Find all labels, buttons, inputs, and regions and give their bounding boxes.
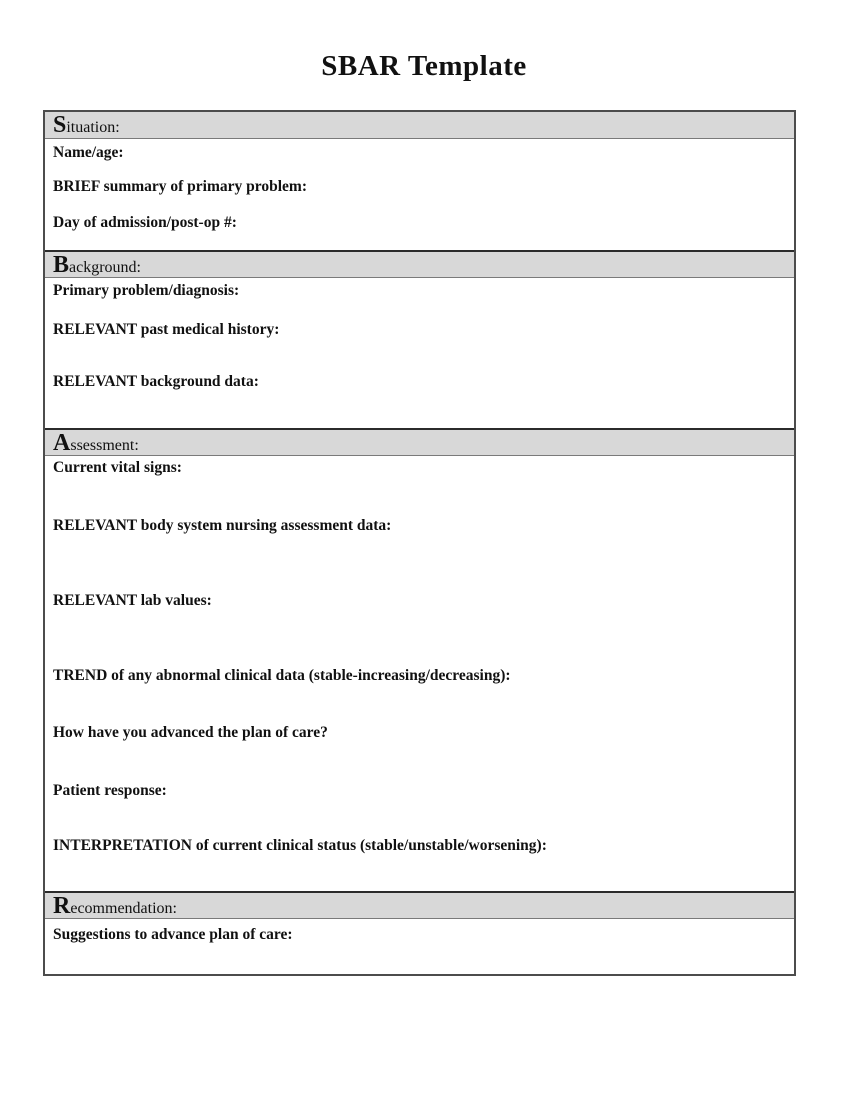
field-label-past-medical-history: RELEVANT past medical history: [53, 321, 280, 338]
field-label-day-of-admission: Day of admission/post-op #: [53, 214, 237, 231]
section-label-situation: ituation: [66, 119, 120, 136]
sbar-form-table [43, 110, 796, 976]
field-label-nursing-assessment-data: RELEVANT body system nursing assessment data: [53, 517, 392, 534]
section-letter-recommendation: R [53, 893, 71, 919]
field-label-lab-values: RELEVANT lab values: [53, 592, 212, 609]
section-body-background [45, 278, 794, 428]
field-label-suggestions: Suggestions to advance plan of care: [53, 926, 293, 943]
field-label-brief-summary: BRIEF summary of primary problem: [53, 178, 308, 195]
field-label-background-data: RELEVANT background data: [53, 373, 259, 390]
section-body-recommendation [45, 919, 794, 974]
field-label-name-age: Name/age: [53, 144, 124, 161]
document-title: SBAR Template [321, 50, 527, 82]
section-body-situation [45, 139, 794, 250]
section-letter-assessment: A [53, 430, 71, 456]
field-label-interpretation-status: INTERPRETATION of current clinical status (stable/unstable/worsening): [53, 837, 547, 854]
section-header-assessment [45, 428, 794, 456]
section-label-recommendation: ecommendation: [70, 900, 177, 917]
field-label-primary-problem: Primary problem/diagnosis: [53, 282, 240, 299]
field-label-advanced-plan-of-care: How have you advanced the plan of care? [53, 724, 328, 741]
section-body-assessment [45, 456, 794, 891]
field-label-current-vital-signs: Current vital signs: [53, 459, 182, 476]
section-header-situation [45, 112, 794, 139]
section-label-assessment: ssessment: [70, 437, 139, 454]
section-label-background: ackground: [69, 259, 141, 276]
section-header-recommendation [45, 891, 794, 919]
field-label-trend-abnormal-data: TREND of any abnormal clinical data (stable-increasing/decreasing): [53, 667, 511, 684]
section-letter-background: B [53, 252, 70, 278]
section-header-background [45, 250, 794, 278]
section-letter-situation: S [53, 112, 67, 138]
field-label-patient-response: Patient response: [53, 782, 167, 799]
